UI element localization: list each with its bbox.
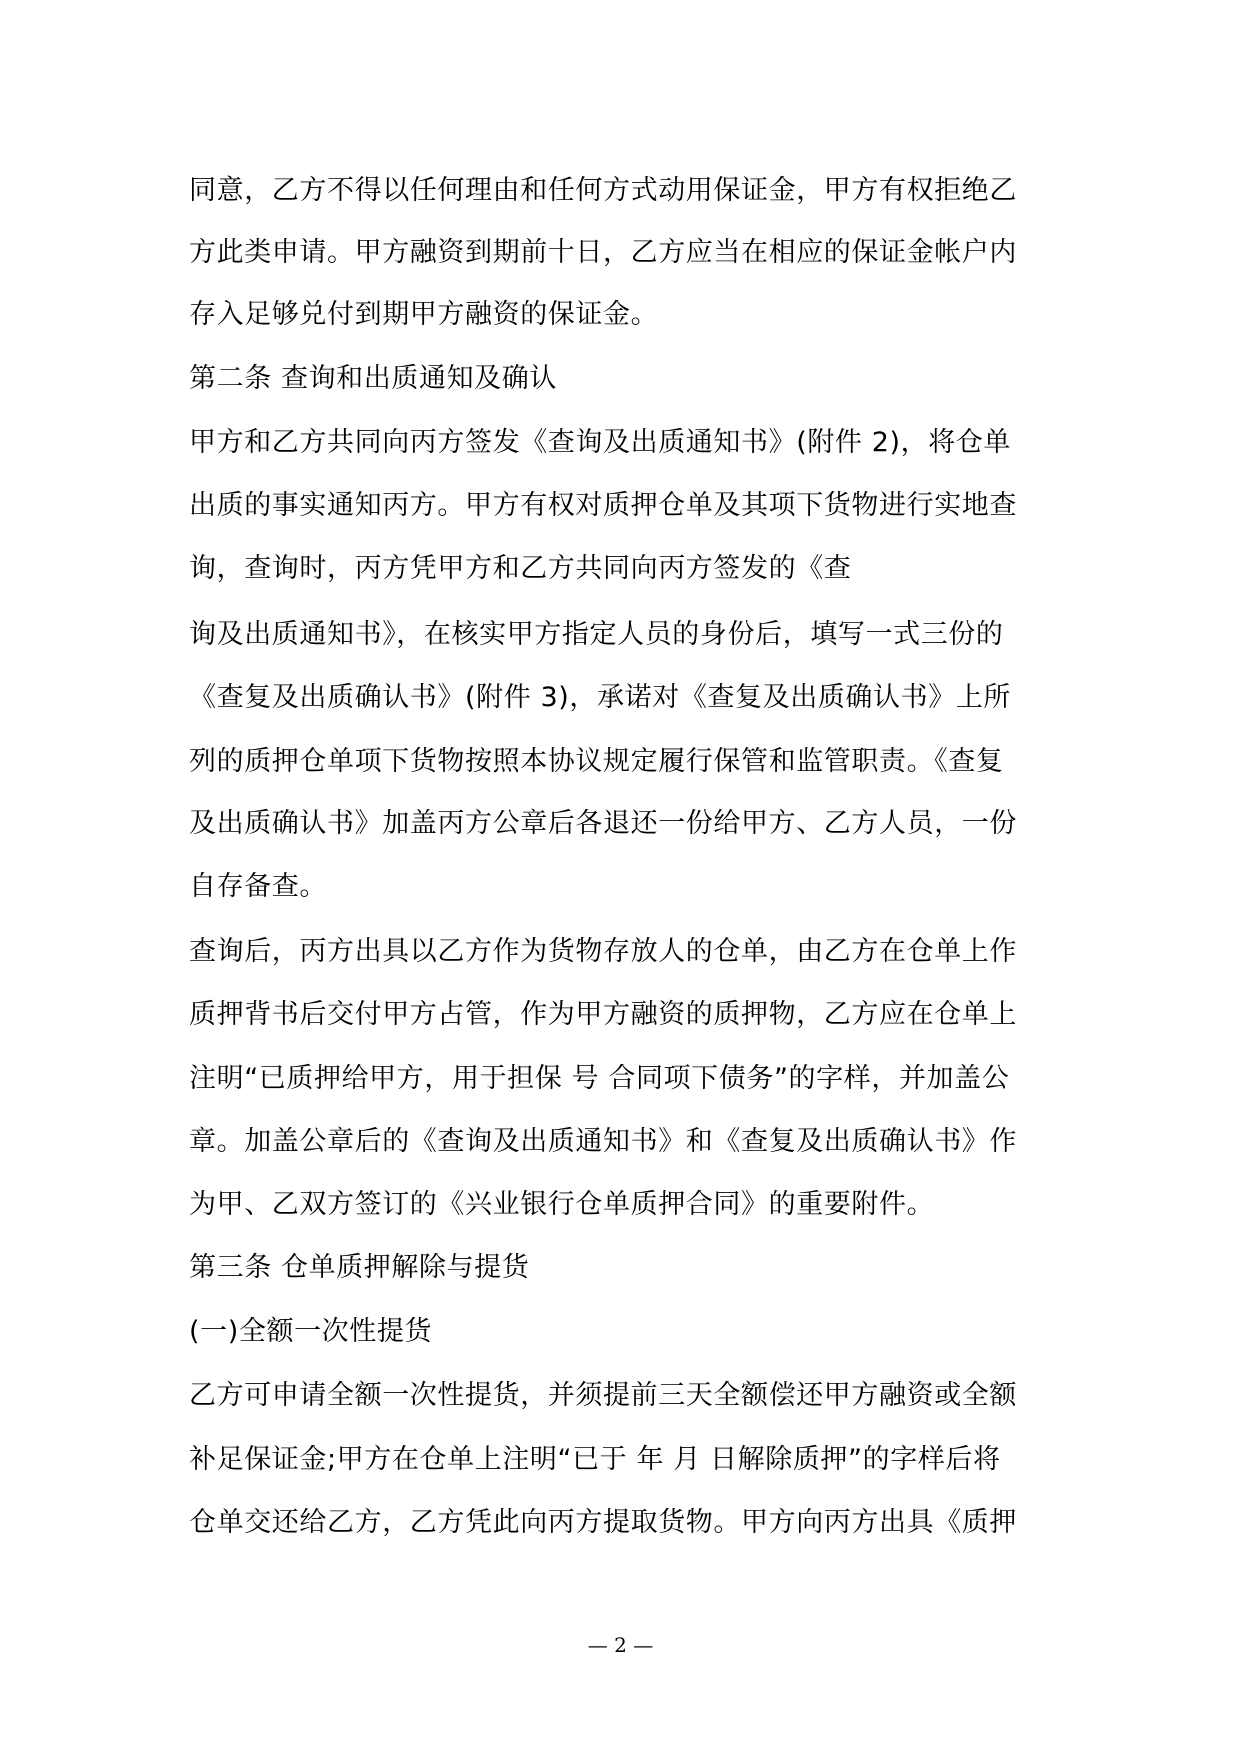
text-line: 方此类申请。甲方融资到期前十日，乙方应当在相应的保证金帐户内 — [189, 237, 1017, 268]
text-line: 注明“已质押给甲方，用于担保 号 合同项下债务”的字样，并加盖公 — [189, 1063, 1010, 1094]
text-line: 乙方可申请全额一次性提货，并须提前三天全额偿还甲方融资或全额 — [189, 1380, 1017, 1411]
text-line: 甲方和乙方共同向丙方签发《查询及出质通知书》(附件 2)，将仓单 — [189, 427, 1012, 458]
article-heading: 第三条 仓单质押解除与提货 — [189, 1252, 530, 1283]
text-line: 及出质确认书》加盖丙方公章后各退还一份给甲方、乙方人员，一份 — [189, 808, 1017, 839]
text-line: 存入足够兑付到期甲方融资的保证金。 — [189, 299, 659, 330]
text-line: 质押背书后交付甲方占管，作为甲方融资的质押物，乙方应在仓单上 — [189, 999, 1017, 1030]
article-heading: 第二条 查询和出质通知及确认 — [189, 363, 557, 394]
text-line: 补足保证金;甲方在仓单上注明“已于 年 月 日解除质押”的字样后将 — [189, 1444, 1001, 1475]
text-line: 《查复及出质确认书》(附件 3)，承诺对《查复及出质确认书》上所 — [189, 682, 1012, 713]
text-line: 为甲、乙双方签订的《兴业银行仓单质押合同》的重要附件。 — [189, 1189, 935, 1220]
text-line: 出质的事实通知丙方。甲方有权对质押仓单及其项下货物进行实地查 — [189, 490, 1017, 521]
text-line: 章。加盖公章后的《查询及出质通知书》和《查复及出质确认书》作 — [189, 1126, 1017, 1157]
section-heading: (一)全额一次性提货 — [189, 1316, 433, 1347]
text-line: 仓单交还给乙方，乙方凭此向丙方提取货物。甲方向丙方出具《质押 — [189, 1507, 1017, 1538]
text-line: 列的质押仓单项下货物按照本协议规定履行保管和监管职责。《查复 — [189, 746, 1004, 777]
text-line: 询，查询时，丙方凭甲方和乙方共同向丙方签发的《查 — [189, 553, 852, 584]
page-number: — 2 — — [587, 1633, 654, 1657]
text-line: 询及出质通知书》，在核实甲方指定人员的身份后，填写一式三份的 — [189, 619, 1004, 650]
text-line: 同意，乙方不得以任何理由和任何方式动用保证金，甲方有权拒绝乙 — [189, 175, 1017, 206]
text-line: 自存备查。 — [189, 871, 327, 902]
text-line: 查询后，丙方出具以乙方作为货物存放人的仓单，由乙方在仓单上作 — [189, 936, 1017, 967]
